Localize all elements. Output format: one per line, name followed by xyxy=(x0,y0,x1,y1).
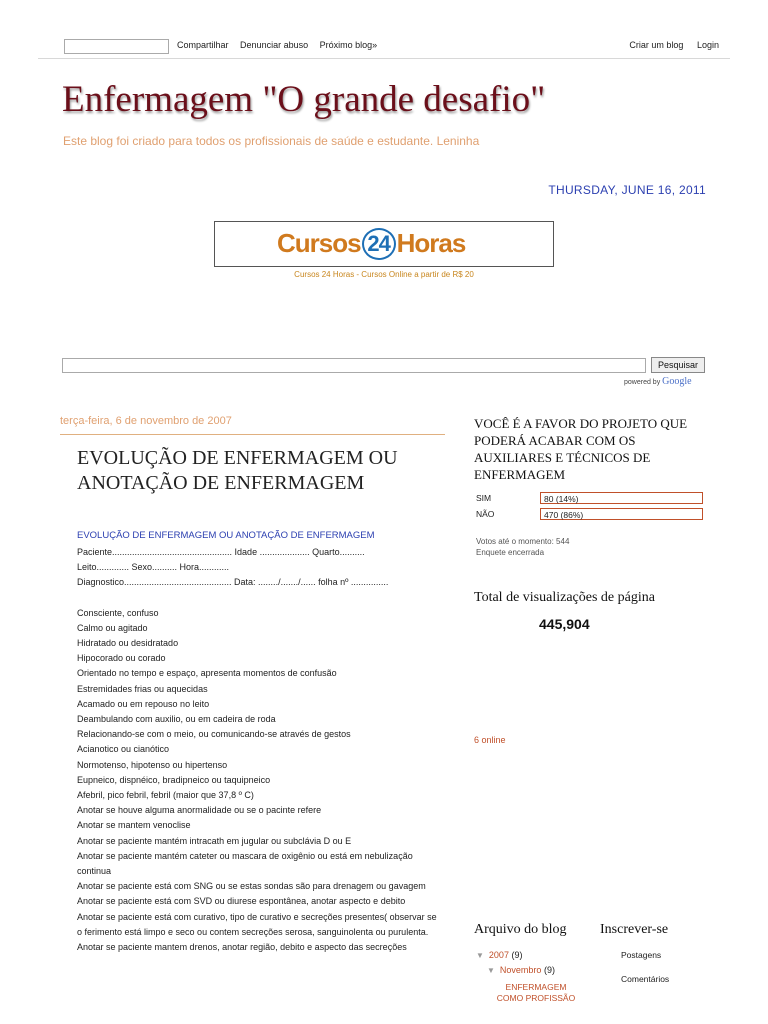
form-line-diagnosis: Diagnostico........................................... Data: ......../......./...... folha nº ............... xyxy=(77,577,389,588)
online-counter[interactable]: 6 online xyxy=(474,735,506,745)
archive-title: Arquivo do blog xyxy=(474,922,567,937)
google-logo: Google xyxy=(662,376,692,387)
post-line: Anotar se houve alguma anormalidade ou se o pacinte refere xyxy=(77,805,322,816)
post-line: Hidratado ou desidratado xyxy=(77,638,179,649)
subscribe-comments[interactable]: Comentários xyxy=(621,974,670,984)
archive-month-link[interactable]: Novembro xyxy=(499,965,542,975)
ad-logo-left: Cursos xyxy=(277,228,361,258)
poll-result-bar: 470 (86%) xyxy=(540,508,703,520)
login-link[interactable]: Login xyxy=(696,40,719,50)
cursos24horas-logo xyxy=(277,228,465,260)
post-line: Estremidades frias ou aquecidas xyxy=(77,683,208,694)
post-line: Deambulando com auxilio, ou em cadeira de roda xyxy=(77,714,276,725)
post-line: Afebril, pico febril, febril (maior que 37,8 º C) xyxy=(77,790,254,801)
poll-title: VOCÊ É A FAVOR DO PROJETO QUE PODERÁ ACABAR COM OS AUXILIARES E TÉCNICOS DE ENFERMAGEM xyxy=(474,416,688,482)
blog-title[interactable]: Enfermagem "O grande desafio" xyxy=(62,79,546,120)
archive-month[interactable] xyxy=(487,965,555,975)
post-line: Orientado no tempo e espaço, apresenta momentos de confusão xyxy=(77,668,337,679)
pageviews-count: 445,904 xyxy=(539,616,590,632)
pageviews-title: Total de visualizações de página xyxy=(474,590,655,605)
post-line: Eupneico, dispnéico, bradipneico ou taquipneico xyxy=(77,774,271,785)
archive-year-count: (9) xyxy=(511,950,523,960)
expand-triangle-icon[interactable]: ▼ xyxy=(476,951,484,960)
post-line: Calmo ou agitado xyxy=(77,622,148,633)
navbar-links xyxy=(177,40,386,50)
post-line: Hipocorado ou corado xyxy=(77,653,166,664)
ad-logo-right: Horas xyxy=(396,228,466,258)
form-line-patient: Paciente................................................ Idade .................... Quarto.......... xyxy=(77,547,365,557)
post-line: Acianotico ou cianótico xyxy=(77,744,170,755)
navbar-account-links xyxy=(618,40,719,50)
post-line: Normotenso, hipotenso ou hipertenso xyxy=(77,759,228,770)
archive-post-link[interactable]: ENFERMAGEM COMO PROFISSÃO xyxy=(496,982,576,1003)
form-line-bed: Leito............. Sexo.......... Hora............ xyxy=(77,562,230,573)
spacer xyxy=(77,591,437,606)
post-line: Anotar se paciente está com SVD ou diurese espontânea, anotar aspecto e debito xyxy=(77,896,406,907)
post-body xyxy=(77,545,437,955)
poll-votes xyxy=(476,536,569,558)
share-link[interactable]: Compartilhar xyxy=(177,40,229,50)
poll-vote-count: Votos até o momento: 544 xyxy=(476,537,570,546)
poll-option-label: SIM xyxy=(476,493,492,503)
ad-caption[interactable]: Cursos 24 Horas - Cursos Online a partir de R$ 20 xyxy=(294,270,474,279)
powered-by-google xyxy=(624,376,692,387)
post-line: Anotar se paciente mantem drenos, anotar região, debito e aspecto das secreções xyxy=(77,942,407,953)
post-date: terça-feira, 6 de novembro de 2007 xyxy=(60,415,232,427)
ad-banner[interactable] xyxy=(214,221,554,267)
navbar-search-input[interactable] xyxy=(64,39,169,54)
post-line: Anotar se mantem venoclise xyxy=(77,820,191,831)
poll-status: Enquete encerrada xyxy=(476,548,545,557)
expand-triangle-icon[interactable]: ▼ xyxy=(487,966,495,975)
date-header: THURSDAY, JUNE 16, 2011 xyxy=(548,183,706,197)
post-line: Anotar se paciente mantém intracath em jugular ou subclávia D ou E xyxy=(77,835,352,846)
blog-description: Este blog foi criado para todos os profissionais de saúde e estudante. Leninha xyxy=(63,134,480,148)
google-search-input[interactable] xyxy=(62,358,646,373)
post-line: Consciente, confuso xyxy=(77,607,159,618)
post-line: Acamado ou em repouso no leito xyxy=(77,698,210,709)
post-line: Anotar se paciente mantém cateter ou mascara de oxigênio ou está em nebulização continua xyxy=(77,850,413,877)
post-divider xyxy=(60,434,445,435)
subscribe-title: Inscrever-se xyxy=(600,922,669,937)
post-subtitle: EVOLUÇÃO DE ENFERMAGEM OU ANOTAÇÃO DE ENFERMAGEM xyxy=(77,530,375,541)
archive-year[interactable] xyxy=(476,950,522,960)
powered-by-label: powered by xyxy=(624,379,661,386)
archive-month-count: (9) xyxy=(543,965,555,975)
create-blog-link[interactable]: Criar um blog xyxy=(629,40,684,50)
poll-option-label: NÃO xyxy=(476,509,495,519)
archive-year-link[interactable]: 2007 xyxy=(488,950,509,960)
blogger-navbar xyxy=(38,36,730,59)
report-abuse-link[interactable]: Denunciar abuso xyxy=(240,40,309,50)
post-line: Anotar se paciente está com SNG ou se estas sondas são para drenagem ou gavagem xyxy=(77,881,426,892)
ad-logo-num: 24 xyxy=(362,228,396,260)
post-title[interactable]: EVOLUÇÃO DE ENFERMAGEM OU ANOTAÇÃO DE ENFERMAGEM xyxy=(77,447,398,494)
subscribe-posts[interactable]: Postagens xyxy=(621,950,662,960)
search-button[interactable]: Pesquisar xyxy=(651,357,705,373)
next-blog-link[interactable]: Próximo blog» xyxy=(319,40,378,50)
post-line: Relacionando-se com o meio, ou comunicando-se através de gestos xyxy=(77,729,351,740)
post-line: Anotar se paciente está com curativo, tipo de curativo e secreções presentes( observar se o ferimento está limpo e seco ou contem secreções serosa, sanguinolenta ou purulenta. xyxy=(77,911,437,937)
poll-result-bar: 80 (14%) xyxy=(540,492,703,504)
